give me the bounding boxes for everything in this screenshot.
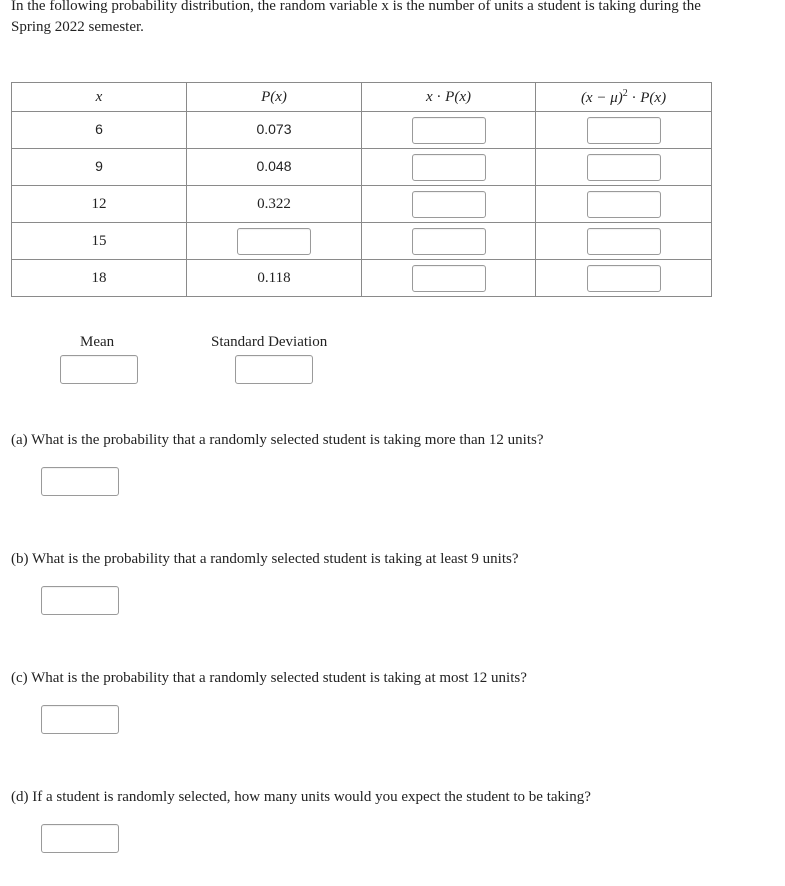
mean-input[interactable]	[60, 355, 138, 384]
x-px-input-row-9[interactable]	[412, 154, 486, 181]
table-row	[12, 112, 712, 149]
variance-input-row-9[interactable]	[587, 154, 661, 181]
px-input-row-15[interactable]	[237, 228, 311, 255]
table-row	[12, 186, 712, 223]
x-value: 6	[12, 112, 187, 149]
x-px-cell	[362, 260, 536, 297]
x-px-cell	[362, 186, 536, 223]
x-px-input-row-15[interactable]	[412, 228, 486, 255]
variance-cell	[536, 112, 712, 149]
px-value: 0.118	[187, 260, 362, 297]
x-value: 9	[12, 149, 187, 186]
header-x-times-px: x · P(x)	[362, 83, 536, 112]
variance-input-row-15[interactable]	[587, 228, 661, 255]
x-value: 12	[12, 186, 187, 223]
question-d: (d) If a student is randomly selected, how many units would you expect the student to be taking?	[11, 789, 591, 805]
variance-cell	[536, 149, 712, 186]
variance-cell	[536, 260, 712, 297]
question-c: (c) What is the probability that a randomly selected student is taking at most 12 units?	[11, 670, 527, 686]
table-header-row	[12, 83, 712, 112]
standard-deviation-input[interactable]	[235, 355, 313, 384]
table-row	[12, 223, 712, 260]
variance-cell	[536, 223, 712, 260]
problem-intro: In the following probability distribution, the random variable x is the number of units a student is taking during the Spring 2022 semester.	[11, 0, 701, 35]
px-value: 0.322	[187, 186, 362, 223]
x-px-cell	[362, 149, 536, 186]
x-value: 15	[12, 223, 187, 260]
answer-c-input[interactable]	[41, 705, 119, 734]
standard-deviation-label: Standard Deviation	[211, 334, 328, 350]
x-px-cell	[362, 223, 536, 260]
header-px: P(x)	[187, 83, 362, 112]
table-row	[12, 260, 712, 297]
x-value: 18	[12, 260, 187, 297]
variance-cell	[536, 186, 712, 223]
probability-distribution-table	[11, 82, 712, 297]
header-variance-term: $(x - \mu)^2 \cdot P(x)$	[536, 83, 712, 112]
mean-label: Mean	[80, 334, 115, 350]
answer-a-input[interactable]	[41, 467, 119, 496]
px-cell	[187, 223, 362, 260]
table-row	[12, 149, 712, 186]
px-value: 0.073	[187, 112, 362, 149]
x-px-input-row-18[interactable]	[412, 265, 486, 292]
variance-input-row-18[interactable]	[587, 265, 661, 292]
header-x: x	[12, 83, 187, 112]
question-b: (b) What is the probability that a randomly selected student is taking at least 9 units?	[11, 551, 519, 567]
x-px-cell	[362, 112, 536, 149]
question-a: (a) What is the probability that a randomly selected student is taking more than 12 units?	[11, 432, 544, 448]
answer-b-input[interactable]	[41, 586, 119, 615]
answer-d-input[interactable]	[41, 824, 119, 853]
variance-input-row-12[interactable]	[587, 191, 661, 218]
px-value: 0.048	[187, 149, 362, 186]
x-px-input-row-6[interactable]	[412, 117, 486, 144]
variance-input-row-6[interactable]	[587, 117, 661, 144]
x-px-input-row-12[interactable]	[412, 191, 486, 218]
